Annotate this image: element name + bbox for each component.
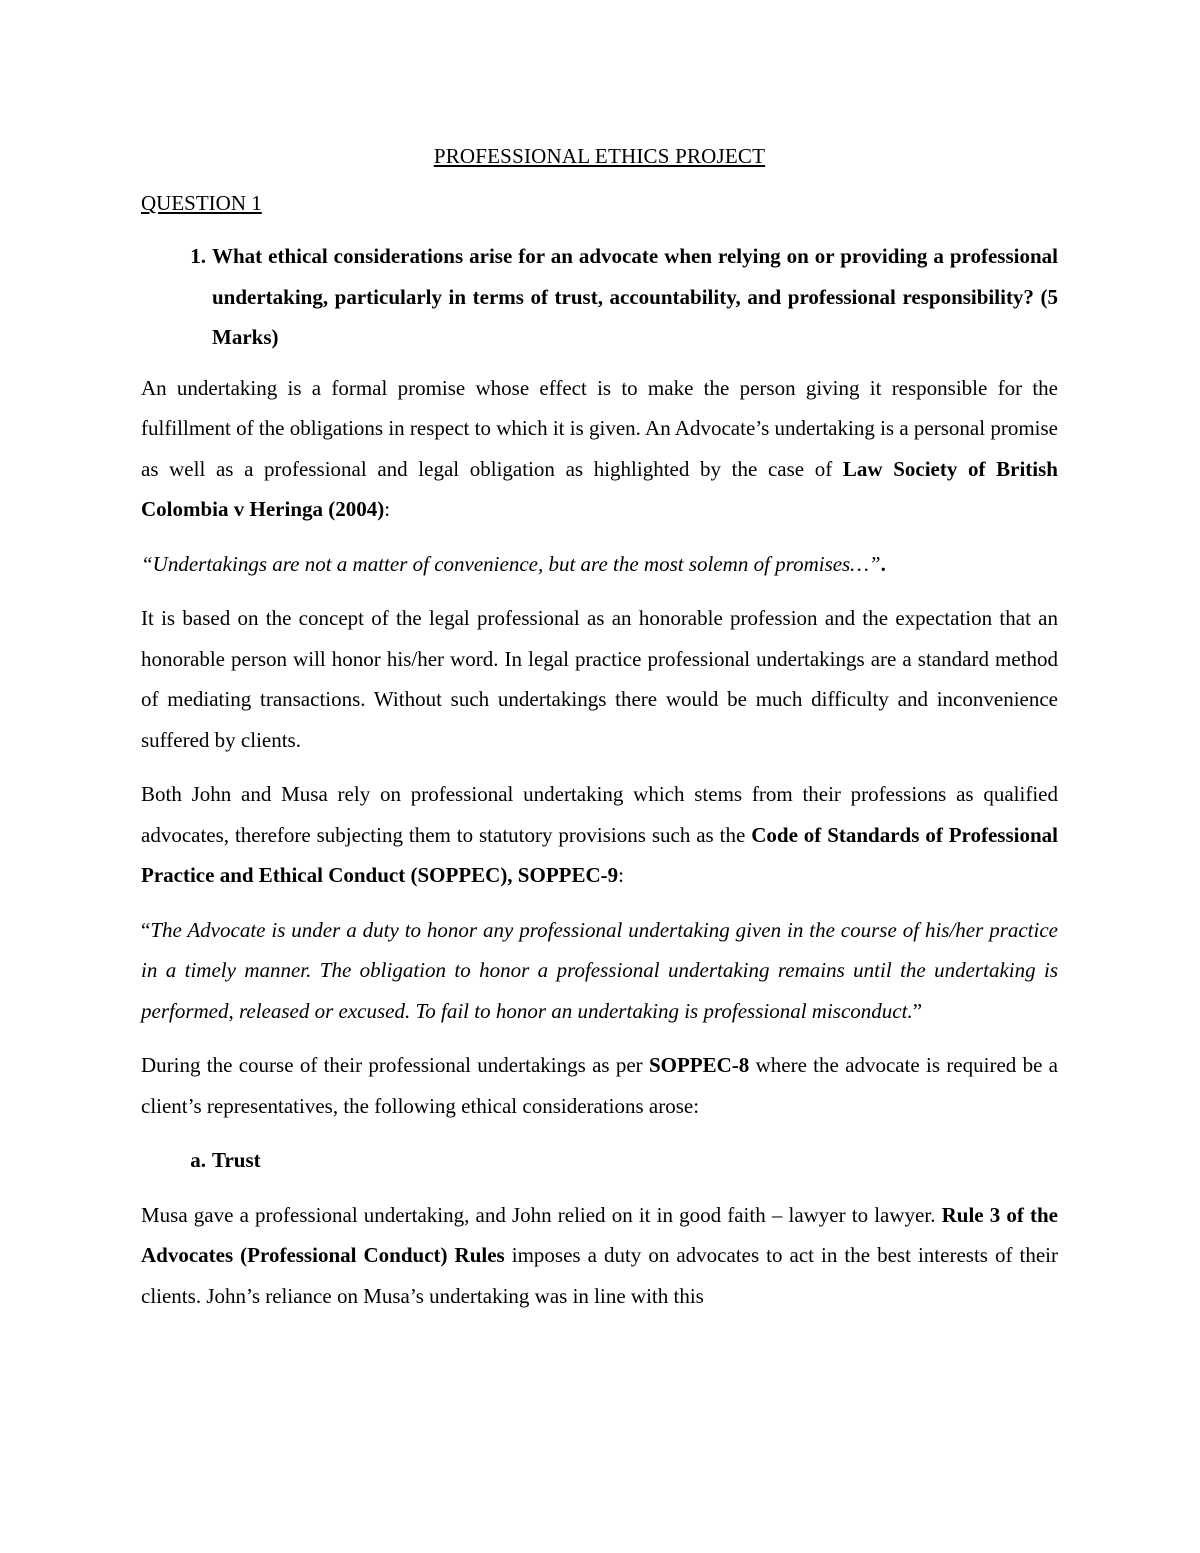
case-citation: Law Society of British Colombia v Heringa (2004) — [141, 456, 1058, 521]
subheading-trust — [141, 1140, 1058, 1181]
quote-open: “ — [141, 917, 151, 942]
paragraph-text: Both John and Musa rely on professional undertaking which stems from their professions as qualified advocates, therefore subjecting them to statutory provisions such as the — [141, 782, 1058, 847]
paragraph-honorable-profession: It is based on the concept of the legal professional as an honorable profession and the expectation that an honorable person will honor his/her word. In legal practice professional undertakings are a standard method of mediating transactions. Without such undertakings there would be much difficulty and inconvenience suffered by clients. — [141, 606, 1058, 752]
paragraph-statutory-provisions — [141, 774, 1058, 896]
paragraph-trust — [141, 1195, 1058, 1317]
code-reference: Code of Standards of Professional Practice and Ethical Conduct (SOPPEC), SOPPEC-9 — [141, 822, 1058, 887]
document-body — [141, 140, 1058, 1330]
paragraph-end: where the advocate is required be a client’s representatives, the following ethical considerations arose: — [141, 1053, 1058, 1118]
subheading-label: a. — [190, 1148, 206, 1172]
quote-undertakings — [141, 544, 1058, 585]
rule-reference: Rule 3 of the Advocates (Professional Conduct) Rules — [141, 1202, 1058, 1267]
subheading-text: Trust — [212, 1148, 261, 1172]
soppec-reference: SOPPEC-8 — [648, 1053, 750, 1077]
paragraph-text: Musa gave a professional undertaking, and John relied on it in good faith – lawyer to lawyer. — [141, 1202, 942, 1227]
document-title: PROFESSIONAL ETHICS PROJECT — [433, 144, 766, 168]
paragraph-text: During the course of their professional undertakings as per — [141, 1053, 649, 1077]
paragraph-undertaking-definition — [141, 368, 1058, 530]
section-label: QUESTION 1 — [141, 191, 262, 215]
quote-text: The Advocate is under a duty to honor any professional undertaking given in the course of his/her practice in a timely manner. The obligation to honor a professional undertaking remains until the undertaking is performed, released or excused. To fail to honor an undertaking is professional misconduct. — [141, 917, 1058, 1023]
paragraph-end: : — [384, 497, 391, 521]
quote-end: . — [880, 551, 886, 576]
paragraph-text: An undertaking is a formal promise whose effect is to make the person giving it responsible for the fulfillment of the obligations in respect to which it is given. An Advocate’s undertaking is a personal promise as well as a professional and legal obligation as highlighted by the case of — [141, 375, 1058, 481]
paragraph-end: : — [618, 863, 624, 887]
paragraph-ethical-considerations — [141, 1045, 1058, 1126]
question-text: What ethical considerations arise for an advocate when relying on or providing a professional undertaking, particularly in terms of trust, accountability, and professional responsibility? (5 Marks) — [212, 244, 1058, 349]
question-item — [141, 236, 1058, 358]
quote-text: “Undertakings are not a matter of convenience, but are the most solemn of promises…” — [141, 551, 881, 576]
quote-close: ” — [912, 998, 923, 1023]
quote-soppec-9 — [141, 910, 1058, 1032]
question-number: 1. — [190, 244, 206, 268]
paragraph-end: imposes a duty on advocates to act in the best interests of their clients. John’s reliance on Musa’s undertaking was in line with this — [141, 1243, 1058, 1308]
